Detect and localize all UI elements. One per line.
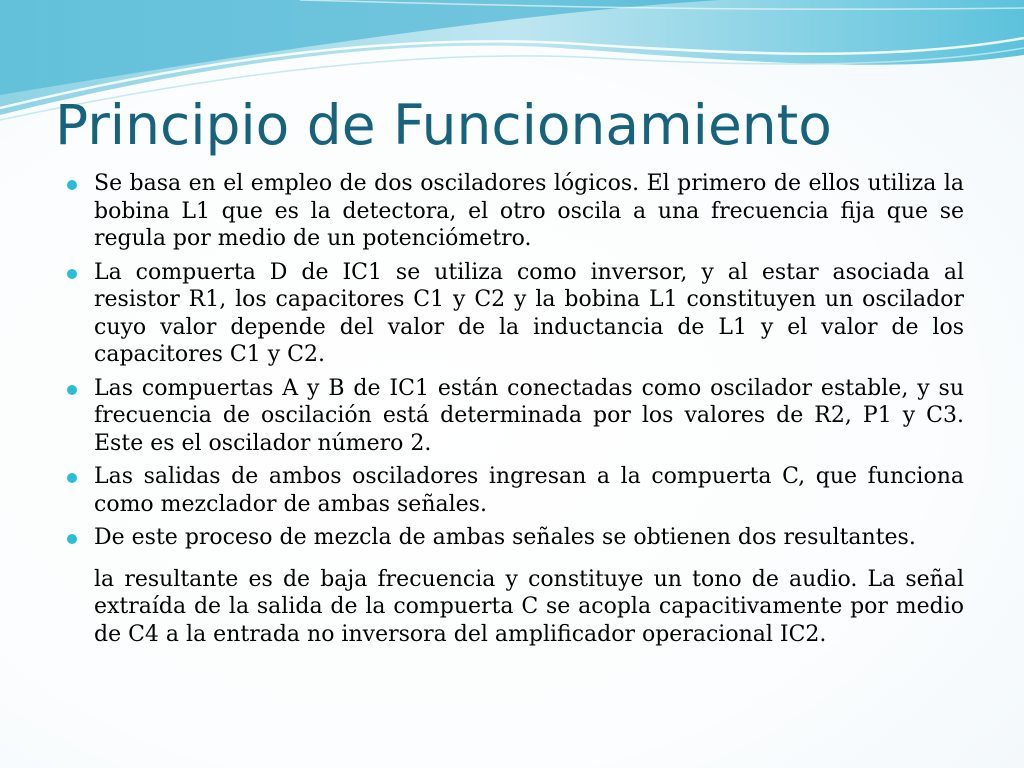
bullet-item (62, 259, 964, 369)
bullet-dot-icon (67, 473, 77, 483)
bullet-text: Las compuertas A y B de IC1 están conectadas como oscilador estable, y su frecuencia de oscilación está determinada por los valores de R2, P1 y C3. Este es el oscilador número 2. (94, 375, 964, 456)
bullet-text: De este proceso de mezcla de ambas señales se obtienen dos resultantes. (94, 525, 916, 550)
bullet-item (62, 463, 964, 518)
bullet-dot-icon (67, 269, 77, 279)
bullet-text: Se basa en el empleo de dos osciladores lógicos. El primero de ellos utiliza la bobina L1 que es la detectora, el otro oscila a una frecuencia fija que se regula por medio de un potenciómetro. (94, 171, 964, 251)
bullet-dot-icon (67, 534, 77, 544)
bullet-list (62, 170, 964, 654)
continuation-text: la resultante es de baja frecuencia y constituye un tono de audio. La señal extraída de la salida de la compuerta C se acopla capacitivamente por medio de C4 a la entrada no inversora del amplificador operacional IC2. (94, 566, 964, 647)
bullet-text: La compuerta D de IC1 se utiliza como inversor, y al estar asociada al resistor R1, los capacitores C1 y C2 y la bobina L1 constituyen un oscilador cuyo valor depende del valor de la inductancia de L1 y el valor de los capacitores C1 y C2. (94, 259, 964, 367)
bullet-item (62, 170, 964, 253)
bullet-dot-icon (67, 180, 77, 190)
bullet-dot-icon (67, 385, 77, 395)
slide-title: Principio de Funcionamiento (55, 93, 832, 157)
bullet-item (62, 375, 964, 458)
continuation-paragraph (62, 566, 964, 649)
bullet-item (62, 524, 964, 552)
bullet-text: Las salidas de ambos osciladores ingresan a la compuerta C, que funciona como mezclador de ambas señales. (94, 464, 964, 517)
